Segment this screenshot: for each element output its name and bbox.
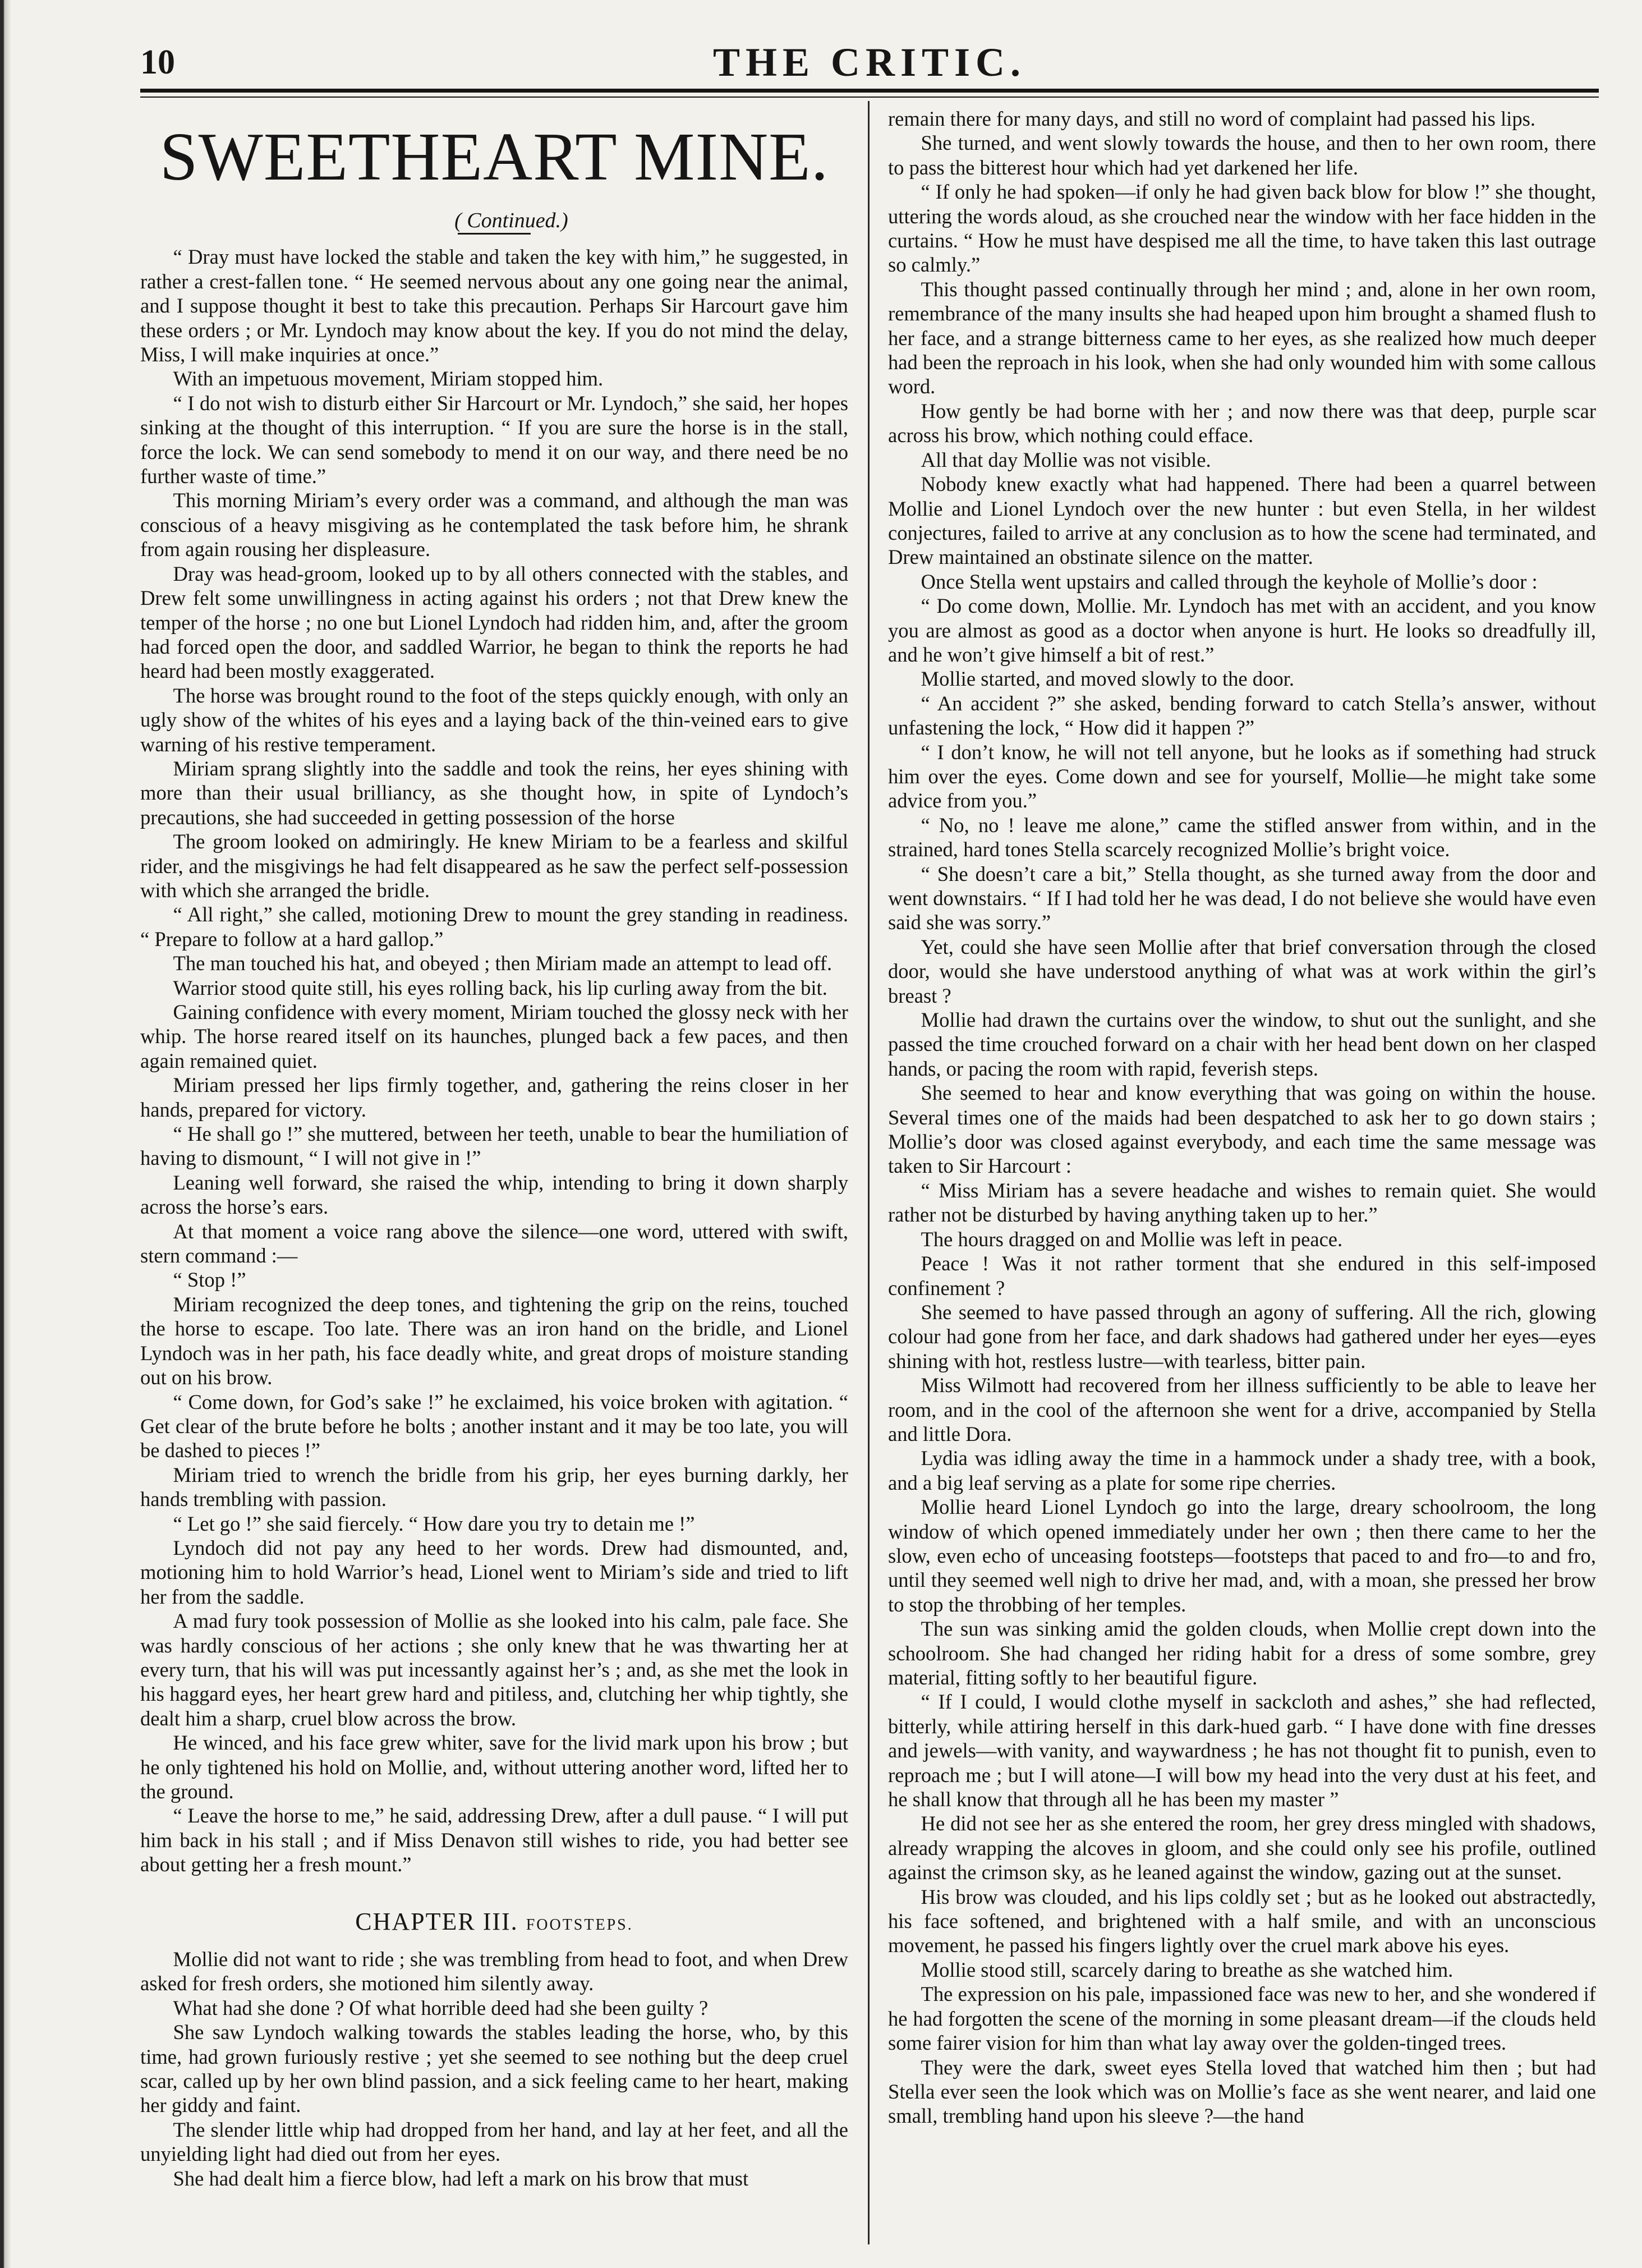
paragraph: Leaning well forward, she raised the whip, intending to bring it down sharply across the horse’s ears. xyxy=(140,1170,848,1219)
paragraph: Mollie did not want to ride ; she was trembling from head to foot, and when Drew asked for fresh orders, she motioned him silently away. xyxy=(140,1948,848,1995)
paragraph: Lydia was idling away the time in a hammock under a shady tree, with a book, and a big leaf serving as a plate for some ripe cherries. xyxy=(888,1447,1596,1494)
paragraph: The sun was sinking amid the golden clouds, when Mollie crept down into the schoolroom. She had changed her riding habit for a dress of some sombre, grey material, fitting softly to her beautiful figure. xyxy=(888,1617,1596,1689)
paragraph: “ Leave the horse to me,” he said, addressing Drew, after a dull pause. “ I will put him back in his stall ; and if Miss Denavon still wishes to ride, you had better see about getting her a fresh mount.” xyxy=(140,1804,848,1876)
paragraph: Yet, could she have seen Mollie after that brief conversation through the closed door, would she have understood anything of what was at work within the girl’s breast ? xyxy=(888,935,1596,1007)
paragraph: “ I do not wish to disturb either Sir Harcourt or Mr. Lyndoch,” she said, her hopes sinking at the thought of this interruption. “ If you are sure the horse is in the stall, force the lock. We can send somebody to mend it on our way, and there need be no further waste of time.” xyxy=(140,391,848,488)
chapter-heading xyxy=(140,1909,848,1937)
paragraph: Dray was head-groom, looked up to by all others connected with the stables, and Drew felt some unwillingness in acting against his orders ; not that Drew knew the temper of the horse ; no one but Lionel Lyndoch had ridden him, and, after the groom had forced open the door, and saddled Warrior, he began to think the reports he had heard had been mostly exaggerated. xyxy=(140,562,848,683)
paragraph: Gaining confidence with every moment, Miriam touched the glossy neck with her whip. The horse reared itself on its haunches, plunged back a few paces, and then again remained quiet. xyxy=(140,1000,848,1072)
paragraph: He winced, and his face grew whiter, save for the livid mark upon his brow ; but he only tightened his hold on Mollie, and, without uttering another word, lifted her to the ground. xyxy=(140,1731,848,1803)
title-rule xyxy=(458,233,531,235)
left-column xyxy=(140,107,848,2239)
page-header xyxy=(140,39,1599,84)
paragraph: The groom looked on admiringly. He knew Miriam to be a fearless and skilful rider, and the misgivings he had felt disappeared as he saw the perfect self-possession with which she arranged the bridle. xyxy=(140,830,848,902)
running-title: THE CRITIC. xyxy=(712,40,1027,85)
paragraph: Nobody knew exactly what had happened. There had been a quarrel between Mollie and Lionel Lyndoch over the new hunter : but even Stella, in her wildest conjectures, failed to arrive at any conclusion as to how the scene had terminated, and Drew maintained an obstinate silence on the matter. xyxy=(888,472,1596,569)
paragraph: She seemed to have passed through an agony of suffering. All the rich, glowing colour had gone from her face, and dark shadows had gathered under her eyes—eyes shining with hot, restless lustre—with tearless, bitter pain. xyxy=(888,1300,1596,1372)
paragraph: With an impetuous movement, Miriam stopped him. xyxy=(173,367,604,391)
column-divider xyxy=(868,101,870,2244)
paragraph: “ Let go !” she said fiercely. “ How dare you try to detain me !” xyxy=(173,1512,695,1535)
paragraph: remain there for many days, and still no word of complaint had passed his lips. xyxy=(888,107,1535,130)
right-column xyxy=(888,107,1596,2239)
paragraph: Mollie started, and moved slowly to the door. xyxy=(921,667,1294,691)
paragraph: “ If only he had spoken—if only he had given back blow for blow !” she thought, uttering the words aloud, as she crouched near the window with her face hidden in the curtains. “ How he must have despised me all the time, to have taken this last outrage so calmly.” xyxy=(888,180,1596,277)
paragraph: Mollie stood still, scarcely daring to breathe as she watched him. xyxy=(921,1958,1454,1981)
continued-note: ( Continued.) xyxy=(454,209,568,232)
paragraph: Miriam pressed her lips firmly together, and, gathering the reins closer in her hands, prepared for victory. xyxy=(140,1073,848,1121)
paragraph: “ An accident ?” she asked, bending forward to catch Stella’s answer, without unfastening the lock, “ How did it happen ?” xyxy=(888,691,1596,740)
paragraph: A mad fury took possession of Mollie as she looked into his calm, pale face. She was hardly conscious of her actions ; she only knew that he was thwarting her at every turn, that his will was put incessantly against her’s ; and, as she met the look in his haggard eyes, her heart grew hard and pitiless, and, clutching her whip tightly, she dealt him a sharp, cruel blow across the brow. xyxy=(140,1609,848,1730)
paragraph: “ He shall go !” she muttered, between her teeth, unable to bear the humiliation of having to dismount, “ I will not give in !” xyxy=(140,1122,848,1170)
paragraph: “ Stop !” xyxy=(173,1268,246,1292)
page-number: 10 xyxy=(140,43,175,81)
paragraph: “ Miss Miriam has a severe headache and wishes to remain quiet. She would rather not be disturbed by having anything taken up to her.” xyxy=(888,1178,1596,1227)
paragraph: His brow was clouded, and his lips coldly set ; but as he looked out abstractedly, his face softened, and brightened with a half smile, and with an unconscious movement, he passed his fingers lightly over the cruel mark above his eyes. xyxy=(888,1885,1596,1957)
page-edge-binding xyxy=(0,0,11,2268)
paragraph: The expression on his pale, impassioned face was new to her, and she wondered if he had forgotten the scene of the morning in some pleasant dream—if the clouds held some fairer vision for him than what lay away over the golden-tinged trees. xyxy=(888,1982,1596,2055)
paragraph: “ I don’t know, he will not tell anyone, but he looks as if something had struck him over the eyes. Come down and see for yourself, Mollie—he might take some advice from you.” xyxy=(888,740,1596,812)
left-column-body-after-chapter xyxy=(140,1947,848,2191)
paragraph: Miriam recognized the deep tones, and tightening the grip on the reins, touched the horse to escape. Too late. There was an iron hand on the bridle, and Lionel Lyndoch was in her path, his face deadly white, and great drops of moisture standing out on his brow. xyxy=(140,1292,848,1389)
paragraph: Miriam tried to wrench the bridle from his grip, her eyes burning darkly, her hands trembling with passion. xyxy=(140,1463,848,1511)
paragraph: She had dealt him a fierce blow, had left a mark on his brow that must xyxy=(173,2166,749,2190)
paragraph: At that moment a voice rang above the silence—one word, uttered with swift, stern command :— xyxy=(140,1219,848,1268)
header-rule-thin xyxy=(140,97,1599,98)
right-column-body xyxy=(888,107,1596,2128)
paragraph: This thought passed continually through her mind ; and, alone in her own room, remembrance of the many insults she had heaped upon him brought a shamed flush to her face, and a strange bitterness came to her eyes, as she realized how much deeper had been the reproach in his look, when she had only wounded him with some callous word. xyxy=(888,277,1596,398)
paragraph: She seemed to hear and know everything that was going on within the house. Several times one of the maids had been despatched to ask her to go down stairs ; Mollie’s door was closed against everybody, and each time the same message was taken to Sir Harcourt : xyxy=(888,1081,1596,1178)
paragraph: The slender little whip had dropped from her hand, and lay at her feet, and all the unyielding light had died out from her eyes. xyxy=(140,2118,848,2166)
paragraph: Warrior stood quite still, his eyes rolling back, his lip curling away from the bit. xyxy=(173,976,827,999)
paragraph: “ Dray must have locked the stable and taken the key with him,” he suggested, in rather a crest-fallen tone. “ He seemed nervous about any one going near the animal, and I suppose thought it best to take this precaution. Perhaps Sir Harcourt gave him these orders ; or Mr. Lyndoch may know about the key. If you do not mind the delay, Miss, I will make inquiries at once.” xyxy=(140,245,848,366)
paragraph: He did not see her as she entered the room, her grey dress mingled with shadows, already wrapping the alcoves in gloom, and she could only see his profile, outlined against the crimson sky, as he leaned against the window, gazing out at the sunset. xyxy=(888,1812,1596,1884)
paragraph: “ Come down, for God’s sake !” he exclaimed, his voice broken with agitation. “ Get clear of the brute before he bolts ; another instant and it may be too late, you will be dashed to pieces !” xyxy=(140,1390,848,1462)
paragraph: “ No, no ! leave me alone,” came the stifled answer from within, and in the strained, hard tones Stella scarcely recognized Mollie’s bright voice. xyxy=(888,813,1596,861)
paragraph: The hours dragged on and Mollie was left in peace. xyxy=(921,1227,1343,1251)
paragraph: “ All right,” she called, motioning Drew to mount the grey standing in readiness. “ Prepare to follow at a hard gallop.” xyxy=(140,903,848,951)
chapter-number: CHAPTER III. xyxy=(355,1907,518,1935)
paragraph: What had she done ? Of what horrible deed had she been guilty ? xyxy=(173,1996,709,2019)
paragraph: How gently be had borne with her ; and now there was that deep, purple scar across his brow, which nothing could efface. xyxy=(888,399,1596,447)
left-column-body xyxy=(140,245,848,1876)
article-title: SWEETHEART MINE. xyxy=(159,119,829,195)
paragraph: “ If I could, I would clothe myself in sackcloth and ashes,” she had reflected, bitterly, while attiring herself in this dark-hued garb. “ I have done with fine dresses and jewels—with vanity, and waywardness ; he has not thought fit to punish, even to reproach me ; but I will atone—I will bow my head into the very dust at his feet, and he shall know that through all he has been my master ” xyxy=(888,1690,1596,1811)
paragraph: “ Do come down, Mollie. Mr. Lyndoch has met with an accident, and you know you are almost as good as a doctor when anyone is hurt. He looks so dreadfully ill, and he won’t give himself a bit of rest.” xyxy=(888,594,1596,666)
paragraph: Lyndoch did not pay any heed to her words. Drew had dismounted, and, motioning him to hold Warrior’s head, Lionel went to Miriam’s side and tried to lift her from the saddle. xyxy=(140,1536,848,1608)
paragraph: All that day Mollie was not visible. xyxy=(921,448,1211,471)
paragraph: Mollie heard Lionel Lyndoch go into the large, dreary schoolroom, the long window of which opened immediately under her own ; then there came to her the slow, even echo of unceasing footsteps—footsteps that paced to and fro—to and fro, until they seemed well nigh to drive her mad, and, with a moan, she pressed her brow to stop the throbbing of her temples. xyxy=(888,1495,1596,1616)
paragraph: They were the dark, sweet eyes Stella loved that watched him then ; but had Stella ever seen the look which was on Mollie’s face as she went nearer, and laid one small, trembling hand upon his sleeve ?—the hand xyxy=(888,2055,1596,2128)
paragraph: Once Stella went upstairs and called through the keyhole of Mollie’s door : xyxy=(921,570,1538,593)
chapter-subtitle: FOOTSTEPS. xyxy=(526,1916,633,1934)
paragraph: The man touched his hat, and obeyed ; then Miriam made an attempt to lead off. xyxy=(173,952,833,975)
paragraph: Miriam sprang slightly into the saddle and took the reins, her eyes shining with more than their usual brilliancy, as she thought how, in spite of Lyndoch’s precautions, she had succeeded in getting possession of the horse xyxy=(140,756,848,829)
paragraph: Peace ! Was it not rather torment that she endured in this self-imposed confinement ? xyxy=(888,1252,1596,1300)
header-rule-thick xyxy=(140,89,1599,93)
paragraph: The horse was brought round to the foot of the steps quickly enough, with only an ugly show of the whites of his eyes and a laying back of the thin-veined ears to give warning of his restive temperament. xyxy=(140,683,848,756)
paragraph: This morning Miriam’s every order was a command, and although the man was conscious of a heavy misgiving as he contemplated the task before him, he shrank from again rousing her displeasure. xyxy=(140,489,848,561)
paragraph: She turned, and went slowly towards the house, and then to her own room, there to pass the bitterest hour which had yet darkened her life. xyxy=(888,131,1596,179)
paragraph: Miss Wilmott had recovered from her illness sufficiently to be able to leave her room, and in the cool of the afternoon she went for a drive, accompanied by Stella and little Dora. xyxy=(888,1374,1596,1445)
paragraph: “ She doesn’t care a bit,” Stella thought, as she turned away from the door and went downstairs. “ If I had told her he was dead, I do not believe she would have even said she was sorry.” xyxy=(888,862,1596,934)
paragraph: Mollie had drawn the curtains over the window, to shut out the sunlight, and she passed the time crouched forward on a chair with her head bent down on her clasped hands, or pacing the room with rapid, feverish steps. xyxy=(888,1008,1596,1080)
paragraph: She saw Lyndoch walking towards the stables leading the horse, who, by this time, had grown furiously restive ; yet she seemed to see nothing but the deep cruel scar, called up by her own blind passion, and a sick feeling came to her heart, making her giddy and faint. xyxy=(140,2021,848,2117)
